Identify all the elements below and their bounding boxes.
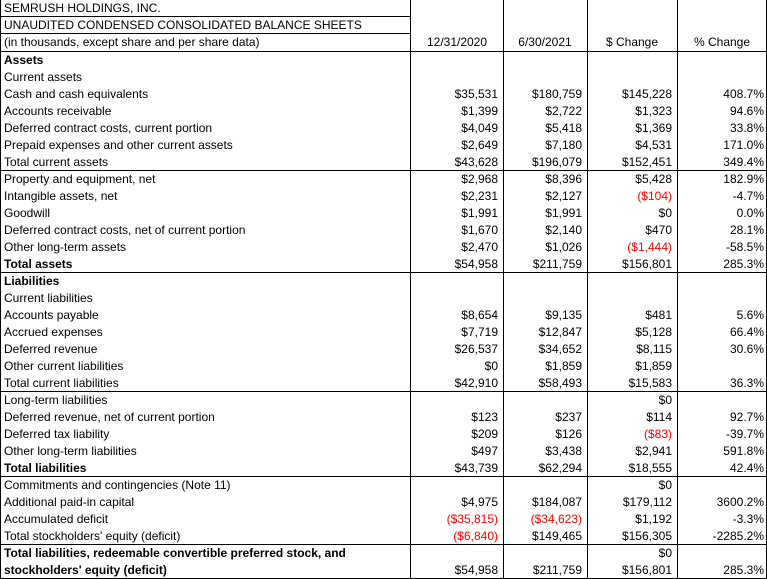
row-label: Current liabilities: [4, 291, 93, 305]
col-header-percent-change: % Change: [693, 35, 751, 49]
value-12-31-2020: $1,399: [461, 104, 498, 118]
value-6-30-2021: [503, 392, 587, 409]
table-row: [0, 562, 767, 579]
row-label: Deferred revenue, net of current portion: [4, 410, 215, 424]
row-label: Accounts payable: [4, 308, 99, 322]
value-dollar-change: $2,941: [635, 444, 672, 458]
table-row: [0, 358, 767, 375]
row-label: Accounts receivable: [4, 104, 112, 118]
value-percent-change: -39.7%: [725, 427, 764, 441]
table-row: [0, 409, 767, 426]
value-dollar-change: $481: [645, 308, 672, 322]
row-label: Other long-term assets: [4, 240, 127, 254]
header-row-company: [0, 0, 767, 17]
col-header-12-31-2020: 12/31/2020: [426, 35, 488, 49]
value-6-30-2021: $9,135: [545, 308, 582, 322]
divider: [410, 0, 411, 579]
value-percent-change: 3600.2%: [716, 495, 764, 509]
value-percent-change: [677, 477, 767, 494]
header-row-columns: [0, 34, 767, 51]
row-label: Cash and cash equivalents: [4, 87, 149, 101]
value-6-30-2021: [503, 273, 587, 290]
value-12-31-2020: $1,991: [461, 206, 498, 220]
value-6-30-2021: $180,759: [531, 87, 582, 101]
value-12-31-2020: $26,537: [454, 342, 498, 356]
value-12-31-2020: $2,649: [461, 138, 498, 152]
value-6-30-2021: $237: [555, 410, 582, 424]
row-label: Total liabilities: [4, 461, 87, 475]
row-label: Property and equipment, net: [4, 172, 156, 186]
value-percent-change: 285.3%: [723, 257, 764, 271]
value-dollar-change: ($83): [643, 427, 672, 441]
value-dollar-change: $156,801: [621, 563, 672, 577]
value-dollar-change: $156,305: [621, 529, 672, 543]
value-percent-change: 349.4%: [723, 155, 764, 169]
value-12-31-2020: $123: [471, 410, 498, 424]
value-percent-change: -2285.2%: [712, 529, 764, 543]
value-dollar-change: $470: [645, 223, 672, 237]
table-row: [0, 528, 767, 545]
value-12-31-2020: [411, 52, 503, 69]
value-dollar-change: $4,531: [635, 138, 672, 152]
value-percent-change: 42.4%: [729, 461, 764, 475]
value-12-31-2020: [411, 69, 503, 86]
value-12-31-2020: [411, 477, 503, 494]
table-row: [0, 137, 767, 154]
row-label: Additional paid-in capital: [4, 495, 135, 509]
value-percent-change: 408.7%: [723, 87, 764, 101]
row-label: Commitments and contingencies (Note 11): [4, 478, 231, 492]
value-dollar-change: $179,112: [622, 495, 672, 509]
value-percent-change: [677, 273, 767, 290]
table-row: [0, 120, 767, 137]
value-dollar-change: [587, 290, 677, 307]
value-6-30-2021: $2,127: [545, 189, 582, 203]
value-12-31-2020: $209: [471, 427, 498, 441]
value-12-31-2020: $4,975: [461, 495, 498, 509]
value-dollar-change: [587, 273, 677, 290]
row-label: Goodwill: [4, 206, 51, 220]
table-row: [0, 494, 767, 511]
value-percent-change: 33.8%: [729, 121, 764, 135]
divider: [0, 0, 1, 579]
value-6-30-2021: $5,418: [545, 121, 582, 135]
value-12-31-2020: $0: [484, 359, 498, 373]
value-6-30-2021: $3,438: [545, 444, 582, 458]
statement-title: UNAUDITED CONDENSED CONSOLIDATED BALANCE SHEETS: [4, 18, 362, 32]
row-label: Total assets: [4, 257, 73, 271]
value-6-30-2021: $211,759: [532, 257, 582, 271]
table-row: [0, 103, 767, 120]
row-label: stockholders' equity (deficit): [4, 563, 167, 577]
value-12-31-2020: $8,654: [461, 308, 498, 322]
table-row: [0, 154, 767, 171]
table-row: [0, 341, 767, 358]
row-label: Total current liabilities: [4, 376, 119, 390]
table-row: [0, 375, 767, 392]
row-label: Current assets: [4, 70, 83, 84]
value-6-30-2021: $126: [555, 427, 582, 441]
value-dollar-change: [587, 69, 677, 86]
value-6-30-2021: $196,079: [531, 155, 582, 169]
row-label: Deferred revenue: [4, 342, 98, 356]
row-label: Prepaid expenses and other current assets: [4, 138, 233, 152]
value-percent-change: 94.6%: [729, 104, 764, 118]
divider: [503, 0, 504, 579]
table-row: [0, 307, 767, 324]
value-12-31-2020: $1,670: [461, 223, 498, 237]
value-percent-change: 5.6%: [736, 308, 764, 322]
row-label: Total current assets: [4, 155, 109, 169]
value-dollar-change: $156,801: [621, 257, 672, 271]
value-12-31-2020: $54,958: [454, 563, 498, 577]
value-percent-change: 92.7%: [729, 410, 764, 424]
value-6-30-2021: ($34,623): [530, 512, 582, 526]
value-dollar-change: $8,115: [636, 342, 672, 356]
table-row: [0, 290, 767, 307]
value-dollar-change: ($1,444): [627, 240, 672, 254]
row-label: Other current liabilities: [4, 359, 124, 373]
value-dollar-change: $18,555: [628, 461, 672, 475]
table-row: [0, 86, 767, 103]
table-row: [0, 460, 767, 477]
value-12-31-2020: $4,049: [461, 121, 498, 135]
divider: [0, 16, 410, 17]
value-12-31-2020: ($35,815): [446, 512, 498, 526]
value-dollar-change: $114: [646, 410, 672, 424]
value-12-31-2020: $7,719: [461, 325, 498, 339]
table-row: [0, 256, 767, 273]
value-dollar-change: ($104): [637, 189, 672, 203]
value-dollar-change: $1,192: [635, 512, 672, 526]
value-6-30-2021: $7,180: [545, 138, 582, 152]
value-12-31-2020: $2,231: [461, 189, 498, 203]
value-percent-change: 36.3%: [729, 376, 764, 390]
value-dollar-change: $0: [658, 478, 672, 492]
value-percent-change: 66.4%: [729, 325, 764, 339]
value-percent-change: 182.9%: [723, 172, 764, 186]
row-label: Accumulated deficit: [4, 512, 109, 526]
value-dollar-change: $0: [658, 546, 672, 560]
table-row: [0, 171, 767, 188]
value-12-31-2020: $2,968: [461, 172, 498, 186]
row-label: Deferred contract costs, current portion: [4, 121, 213, 135]
header-row-title: [0, 17, 767, 34]
value-percent-change: 171.0%: [723, 138, 764, 152]
row-label: Deferred contract costs, net of current portion: [4, 223, 246, 237]
table-row: [0, 477, 767, 494]
table-row: [0, 545, 767, 562]
value-dollar-change: $145,228: [621, 87, 672, 101]
value-12-31-2020: $2,470: [461, 240, 498, 254]
value-12-31-2020: $43,628: [454, 155, 498, 169]
value-6-30-2021: $12,847: [538, 325, 582, 339]
table-row: [0, 222, 767, 239]
value-dollar-change: $5,428: [635, 172, 672, 186]
table-row: [0, 511, 767, 528]
row-label: Other long-term liabilities: [4, 444, 137, 458]
value-6-30-2021: $149,465: [531, 529, 582, 543]
table-row: [0, 273, 767, 290]
table-row: [0, 426, 767, 443]
value-12-31-2020: $35,531: [454, 87, 498, 101]
value-percent-change: -4.7%: [732, 189, 764, 203]
divider: [677, 0, 678, 579]
row-label: Accrued expenses: [4, 325, 103, 339]
value-dollar-change: $5,128: [635, 325, 672, 339]
value-12-31-2020: $43,739: [454, 461, 498, 475]
value-percent-change: 591.8%: [723, 444, 764, 458]
row-label: Total stockholders' equity (deficit): [4, 529, 181, 543]
value-6-30-2021: [503, 290, 587, 307]
value-6-30-2021: $62,294: [538, 461, 582, 475]
units-note: (in thousands, except share and per share data): [4, 35, 260, 49]
value-6-30-2021: [503, 52, 587, 69]
value-percent-change: [677, 52, 767, 69]
value-percent-change: [677, 392, 767, 409]
value-6-30-2021: $1,859: [545, 359, 582, 373]
value-6-30-2021: [503, 69, 587, 86]
value-6-30-2021: $34,652: [538, 342, 582, 356]
value-12-31-2020: [411, 273, 503, 290]
table-row: [0, 188, 767, 205]
value-dollar-change: [587, 52, 677, 69]
row-label: Deferred tax liability: [4, 427, 110, 441]
row-label: Total liabilities, redeemable convertible preferred stock, and: [4, 546, 346, 560]
value-6-30-2021: [503, 545, 587, 562]
value-dollar-change: $0: [658, 393, 672, 407]
value-dollar-change: $1,859: [635, 359, 672, 373]
value-percent-change: 30.6%: [729, 342, 764, 356]
divider: [0, 33, 410, 34]
value-12-31-2020: ($6,840): [453, 529, 498, 543]
value-12-31-2020: [411, 545, 503, 562]
value-percent-change: [677, 69, 767, 86]
table-row: [0, 69, 767, 86]
value-percent-change: [677, 290, 767, 307]
value-percent-change: 28.1%: [729, 223, 764, 237]
value-6-30-2021: $1,026: [545, 240, 582, 254]
row-label: Intangible assets, net: [4, 189, 118, 203]
value-dollar-change: $1,323: [635, 104, 672, 118]
value-percent-change: 285.3%: [723, 563, 764, 577]
value-6-30-2021: $211,759: [532, 563, 582, 577]
table-row: [0, 239, 767, 256]
value-dollar-change: $152,451: [621, 155, 672, 169]
value-percent-change: [677, 358, 767, 375]
value-dollar-change: $15,583: [628, 376, 672, 390]
table-row: [0, 205, 767, 222]
value-12-31-2020: $497: [471, 444, 498, 458]
company-name: SEMRUSH HOLDINGS, INC.: [4, 1, 161, 15]
value-12-31-2020: $54,958: [454, 257, 498, 271]
table-row: [0, 52, 767, 69]
value-12-31-2020: [411, 290, 503, 307]
table-row: [0, 324, 767, 341]
divider: [587, 0, 588, 579]
value-6-30-2021: $8,396: [545, 172, 582, 186]
table-row: [0, 443, 767, 460]
value-percent-change: 0.0%: [736, 206, 764, 220]
value-percent-change: -58.5%: [725, 240, 764, 254]
row-label: Assets: [4, 53, 44, 67]
value-6-30-2021: $1,991: [545, 206, 582, 220]
value-6-30-2021: $2,140: [545, 223, 582, 237]
value-6-30-2021: $58,493: [538, 376, 582, 390]
row-label: Long-term liabilities: [4, 393, 108, 407]
divider: [0, 51, 767, 52]
row-label: Liabilities: [4, 274, 60, 288]
table-row: [0, 392, 767, 409]
value-6-30-2021: $184,087: [531, 495, 582, 509]
col-header-dollar-change: $ Change: [605, 35, 659, 49]
col-header-6-30-2021: 6/30/2021: [518, 35, 572, 49]
value-6-30-2021: [503, 477, 587, 494]
value-6-30-2021: $2,722: [545, 104, 582, 118]
value-dollar-change: $1,369: [635, 121, 672, 135]
value-12-31-2020: $42,910: [454, 376, 498, 390]
value-percent-change: -3.3%: [732, 512, 764, 526]
value-12-31-2020: [411, 392, 503, 409]
value-percent-change: [677, 545, 767, 562]
value-dollar-change: $0: [658, 206, 672, 220]
